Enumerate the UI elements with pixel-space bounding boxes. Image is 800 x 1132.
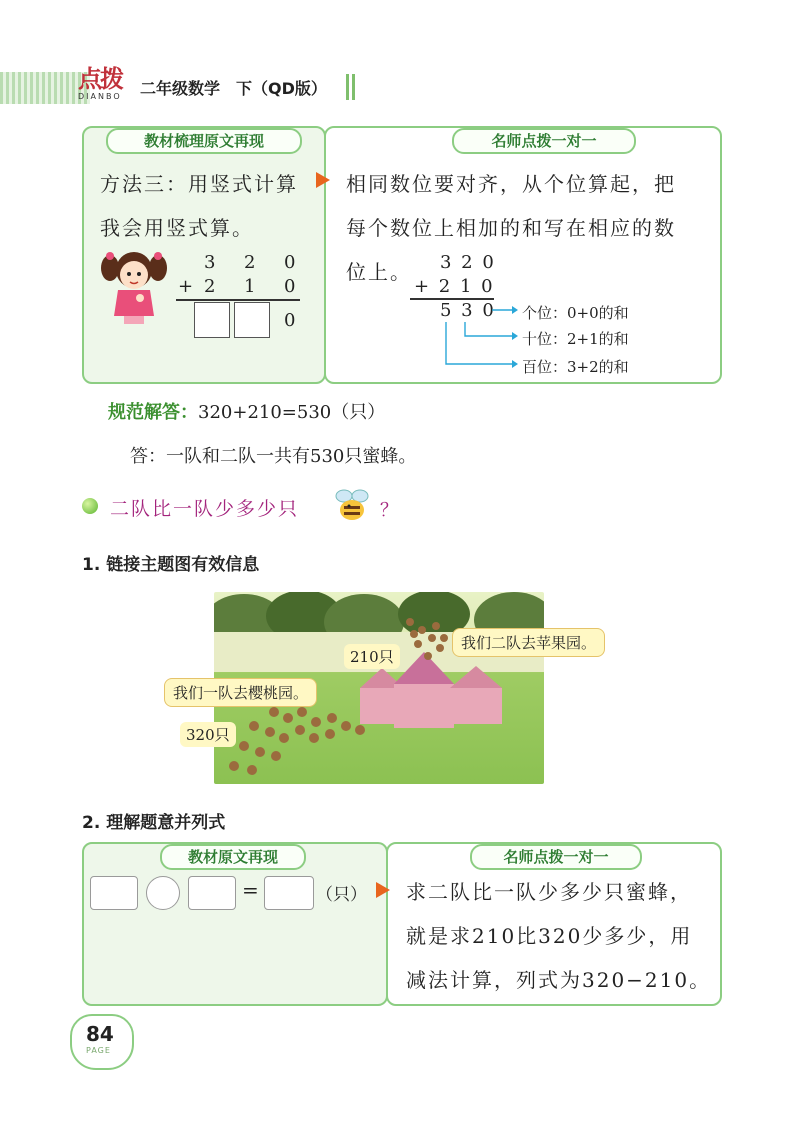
section2-title: 2. 理解题意并列式 — [82, 813, 226, 833]
unit-label: （只） — [316, 885, 367, 905]
instruction-line: 我会用竖式算。 — [100, 216, 254, 240]
tip2-line-2: 就是求210比320少多少，用 — [406, 924, 693, 948]
standard-answer — [108, 398, 385, 424]
equation-box-1[interactable] — [90, 876, 138, 910]
question-mark: ？ — [380, 500, 398, 521]
logo-main-text: 点拨 — [78, 64, 122, 93]
header-bars-icon — [346, 74, 356, 100]
tab-teacher-tip-2: 名师点拨一对一 — [470, 844, 642, 870]
equation-box-2[interactable] — [188, 876, 236, 910]
answer-box-tens[interactable] — [234, 302, 270, 338]
tip-calc-result: 5 3 0 — [440, 300, 496, 321]
bee-icon — [330, 486, 374, 526]
equals-sign: = — [242, 878, 259, 902]
bubble-team2: 我们二队去苹果园。 — [452, 628, 605, 657]
calc-top-digit-1: 3 — [204, 252, 216, 273]
tip-line-2: 每个数位上相加的和写在相应的数 — [346, 216, 676, 240]
equation-result-box[interactable] — [264, 876, 314, 910]
label-hundreds: 百位：3+2的和 — [522, 358, 629, 376]
calc-top-digit-2: 2 — [244, 252, 256, 273]
tab-teacher-tip: 名师点拨一对一 — [452, 128, 636, 154]
tip-calc-top: 3 2 0 — [440, 252, 496, 273]
pointer-arrow-icon — [316, 172, 330, 188]
page-number: 84 — [86, 1022, 114, 1046]
header-stripe — [0, 72, 90, 104]
answer-formula: 320+210=530（只） — [198, 402, 386, 423]
page-label: PAGE — [86, 1046, 111, 1055]
question-text: 二队比一队少多少只 — [110, 498, 300, 520]
girl-illustration — [98, 246, 170, 326]
tab-textbook-review: 教材梳理原文再现 — [106, 128, 302, 154]
bubble-team1: 我们一队去樱桃园。 — [164, 678, 317, 707]
calc-bottom-digit-2: 1 — [244, 276, 256, 297]
tip2-line-3: 减法计算，列式为320−210。 — [406, 968, 712, 992]
logo-sub-text: DIANBO — [78, 92, 122, 101]
calc-bottom-digit-3: 0 — [284, 276, 296, 297]
standard-answer-label: 规范解答： — [108, 402, 198, 423]
calc-top-digit-3: 0 — [284, 252, 296, 273]
answer-box-hundreds[interactable] — [194, 302, 230, 338]
tip-line-3: 位上。 — [346, 260, 412, 284]
calc-result-ones: 0 — [284, 310, 296, 331]
pointer-arrow-icon-2 — [376, 882, 390, 898]
answer-reply: 答：一队和二队一共有530只蜜蜂。 — [130, 446, 417, 467]
tip2-line-1: 求二队比一队少多少只蜜蜂， — [406, 880, 692, 904]
place-value-arrows — [440, 300, 530, 380]
calc-underline — [176, 299, 300, 301]
bullet-ball-icon — [82, 498, 98, 514]
tip-calc-bottom: + 2 1 0 — [414, 276, 495, 297]
count-team1: 320只 — [180, 722, 236, 747]
brand-logo — [78, 66, 134, 106]
method-line: 方法三：用竖式计算 — [100, 172, 298, 196]
tab-textbook-original: 教材原文再现 — [160, 844, 306, 870]
section1-title: 1. 链接主题图有效信息 — [82, 555, 260, 575]
book-title: 二年级数学 下（QD版） — [140, 79, 327, 98]
equation-operator-circle[interactable] — [146, 876, 180, 910]
tip-line-1: 相同数位要对齐，从个位算起，把 — [346, 172, 676, 196]
calc-bottom-digit-1: 2 — [204, 276, 216, 297]
count-team2: 210只 — [344, 644, 400, 669]
calc-plus-sign: + — [178, 276, 194, 297]
label-ones: 个位：0+0的和 — [522, 304, 629, 322]
label-tens: 十位：2+1的和 — [522, 330, 629, 348]
